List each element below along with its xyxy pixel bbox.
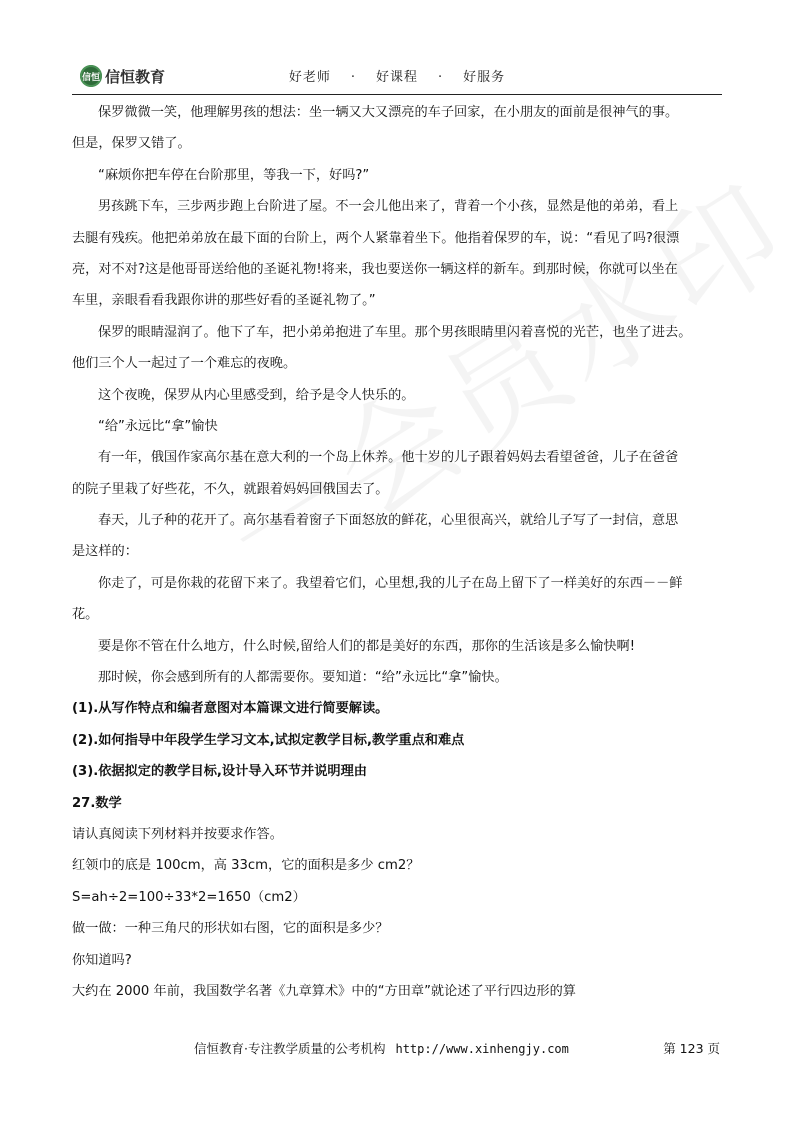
footer-url: http://www.xinhengjy.com <box>395 1042 569 1056</box>
logo-icon: 信恒 <box>80 65 102 87</box>
text-line: 做一做：一种三角尺的形状如右图，它的面积是多少？ <box>72 921 389 937</box>
text-line: 这个夜晚，保罗从内心里感受到，给予是令人快乐的。 <box>98 387 415 403</box>
question-line: (3).依据拟定的教学目标,设计导入环节并说明理由 <box>72 764 367 780</box>
text-line: 保罗微微一笑，他理解男孩的想法：坐一辆又大又漂亮的车子回家，在小朋友的面前是很神气的事。 <box>98 105 679 120</box>
text-line: “给”永远比“拿”愉快 <box>98 418 218 434</box>
document-body <box>72 97 722 1007</box>
text-line: S=ah÷2=100÷33*2=1650（cm2） <box>72 889 306 905</box>
text-line: 保罗的眼睛湿润了。他下了车，把小弟弟抱进了车里。那个男孩眼睛里闪着喜悦的光芒，也坐了进去。 <box>98 324 692 340</box>
question-line: 27.数学 <box>72 795 122 811</box>
text-line: 请认真阅读下列材料并按要求作答。 <box>72 826 283 842</box>
text-line: 去腿有残疾。他把弟弟放在最下面的台阶上，两个人紧靠着坐下。他指着保罗的车，说：“看见了吗?很漂 <box>72 230 680 246</box>
slogan-item: 好老师 <box>288 70 331 85</box>
slogan-separator: · <box>438 70 444 85</box>
question-line: (2).如何指导中年段学生学习文本,试拟定教学目标,教学重点和难点 <box>72 732 465 748</box>
slogan-separator: · <box>350 70 356 85</box>
text-line: 你知道吗? <box>72 952 132 968</box>
text-line: 是这样的： <box>72 544 138 560</box>
page-footer <box>72 1039 722 1059</box>
text-line: 有一年，俄国作家高尔基在意大利的一个岛上休养。他十岁的儿子跟着妈妈去看望爸爸，儿子在爸爸 <box>98 450 679 466</box>
text-line: 但是，保罗又错了。 <box>72 136 191 152</box>
slogan-item: 好课程 <box>375 70 418 85</box>
text-line: 车里，亲眼看看我跟你讲的那些好看的圣诞礼物了。” <box>72 293 376 309</box>
text-line: 的院子里栽了好些花，不久，就跟着妈妈回俄国去了。 <box>72 481 389 497</box>
text-line: 男孩跳下车，三步两步跑上台阶进了屋。不一会儿他出来了，背着一个小孩，显然是他的弟弟，看上 <box>98 199 679 215</box>
text-line: 大约在 2000 年前，我国数学名著《九章算术》中的“方田章”就论述了平行四边形的算 <box>72 983 576 999</box>
text-line: 亮，对不对?这是他哥哥送给他的圣诞礼物!将来，我也要送你一辆这样的新车。到那时候，你就可以坐在 <box>72 261 678 277</box>
text-line: 红领巾的底是 100cm，高 33cm，它的面积是多少 cm2？ <box>72 858 420 874</box>
question-line: (1).从写作特点和编者意图对本篇课文进行简要解读。 <box>72 701 389 717</box>
text-line: 你走了，可是你栽的花留下来了。我望着它们，心里想,我的儿子在岛上留下了一样美好的东西－－鲜 <box>98 575 683 591</box>
text-line: 他们三个人一起过了一个难忘的夜晚。 <box>72 356 297 372</box>
text-line: “麻烦你把车停在台阶那里，等我一下，好吗?” <box>98 167 370 183</box>
footer-org-line <box>194 1039 569 1057</box>
text-line: 花。 <box>72 607 99 623</box>
logo-text: 信恒教育 <box>105 67 166 86</box>
text-line: 春天，儿子种的花开了。高尔基看着窗子下面怒放的鲜花，心里很高兴，就给儿子写了一封信，意思 <box>98 513 679 529</box>
slogan-item: 好服务 <box>463 70 506 85</box>
page-header <box>72 58 722 95</box>
text-line: 那时候，你会感到所有的人都需要你。要知道：“给”永远比“拿”愉快。 <box>98 670 508 686</box>
text-line: 要是你不管在什么地方，什么时候,留给人们的都是美好的东西，那你的生活该是多么愉快啊! <box>98 638 635 654</box>
page-number: 第 123 页 <box>663 1041 720 1056</box>
header-slogan <box>72 66 722 85</box>
footer-org: 信恒教育·专注教学质量的公考机构 <box>194 1041 386 1056</box>
